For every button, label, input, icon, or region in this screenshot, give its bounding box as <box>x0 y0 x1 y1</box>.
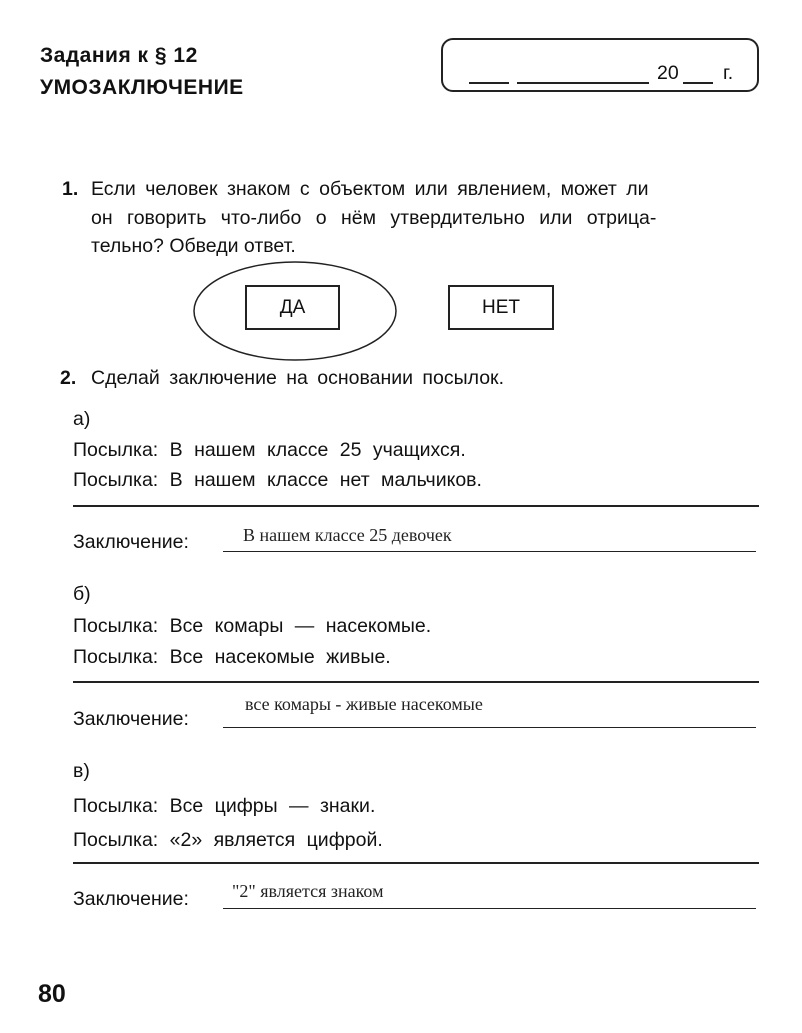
part-c-answer[interactable]: "2" является знаком <box>232 881 384 901</box>
date-year-suffix: г. <box>723 62 734 84</box>
part-c-label: в) <box>73 760 90 782</box>
part-c-premise-2: Посылка: «2» является цифрой. <box>73 829 383 851</box>
date-box <box>441 38 759 92</box>
part-b-divider <box>73 681 759 683</box>
date-year-prefix: 20 <box>657 62 679 84</box>
part-a-answer[interactable]: В нашем классе 25 девочек <box>243 525 452 545</box>
part-b-answer[interactable]: все комары - живые насекомые <box>245 694 483 714</box>
part-b-conclusion-label: Заключение: <box>73 708 189 730</box>
option-no[interactable]: НЕТ <box>448 285 554 330</box>
part-a-label: а) <box>73 408 91 430</box>
task2-prompt: Сделай заключение на основании посылок. <box>91 367 504 389</box>
task1-line-3: тельно? Обведи ответ. <box>91 235 296 257</box>
part-c-conclusion-label: Заключение: <box>73 888 189 910</box>
task1-line-2: он говорить что-либо о нём утвердительно или отрица- <box>91 207 657 229</box>
part-a-answer-line[interactable] <box>223 551 756 552</box>
option-yes[interactable]: ДА <box>245 285 340 330</box>
part-b-premise-1: Посылка: Все комары — насекомые. <box>73 615 432 637</box>
date-day-line[interactable] <box>469 82 509 84</box>
task1-line-1: Если человек знаком с объектом или явлением, может ли <box>91 178 649 200</box>
part-a-conclusion-label: Заключение: <box>73 531 189 553</box>
part-a-premise-1: Посылка: В нашем классе 25 учащихся. <box>73 439 466 461</box>
page-number: 80 <box>38 980 66 1008</box>
part-b-answer-line[interactable] <box>223 727 756 728</box>
section-heading: Задания к § 12 <box>40 44 198 67</box>
part-c-divider <box>73 862 759 864</box>
date-month-line[interactable] <box>517 82 649 84</box>
date-year-line[interactable] <box>683 82 713 84</box>
part-b-premise-2: Посылка: Все насекомые живые. <box>73 646 391 668</box>
task2-number: 2. <box>60 367 77 389</box>
task1-number: 1. <box>62 178 79 200</box>
part-c-answer-line[interactable] <box>223 908 756 909</box>
part-a-divider <box>73 505 759 507</box>
part-a-premise-2: Посылка: В нашем классе нет мальчиков. <box>73 469 482 491</box>
part-c-premise-1: Посылка: Все цифры — знаки. <box>73 795 376 817</box>
part-b-label: б) <box>73 583 91 605</box>
page-title: УМОЗАКЛЮЧЕНИЕ <box>40 76 244 99</box>
